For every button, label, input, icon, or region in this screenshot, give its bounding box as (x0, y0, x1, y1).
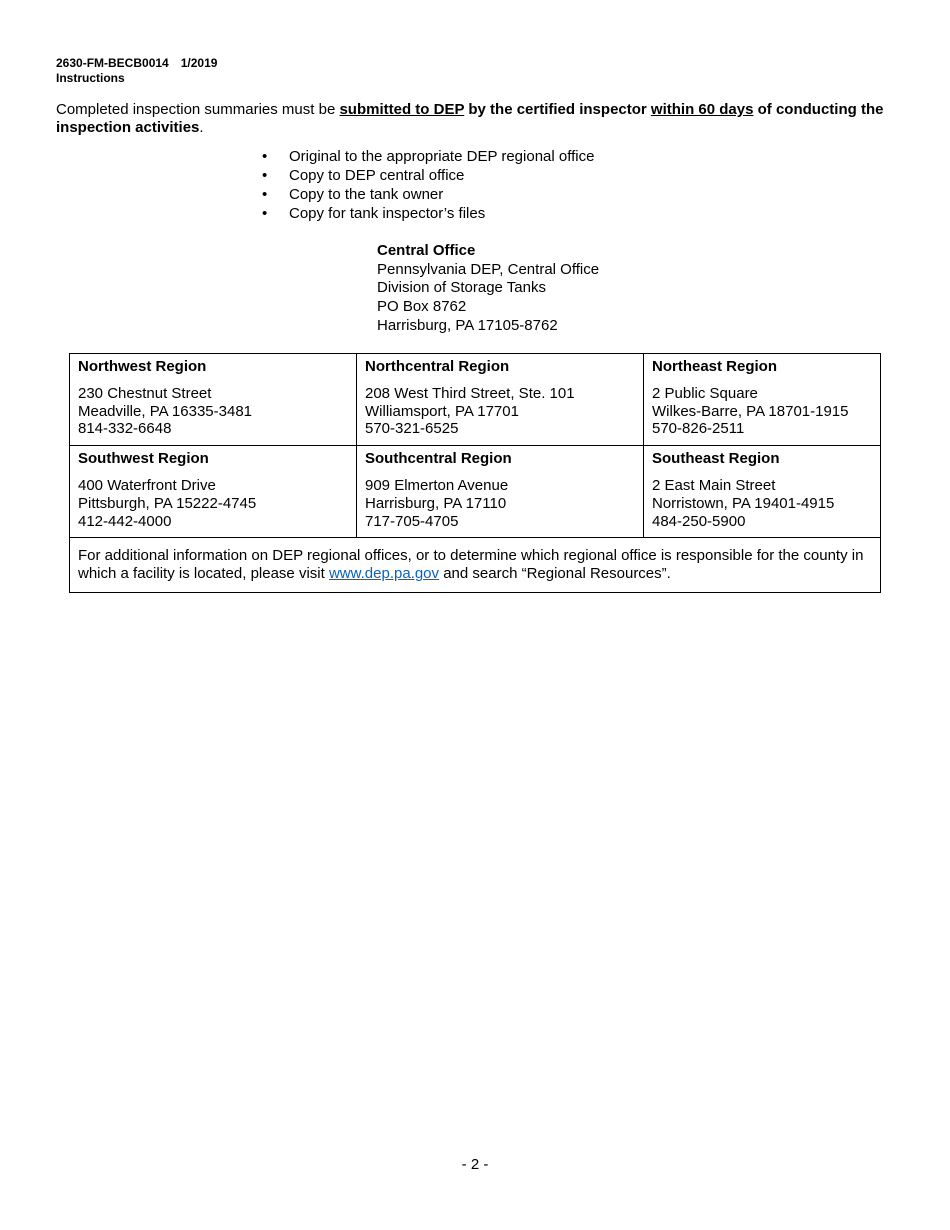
info-text: For additional information on DEP regional offices, or to determine which regional office is responsible for the county in which a facility is located, please visit (78, 547, 864, 583)
distribution-list (262, 147, 594, 223)
region-phone: 412-442-4000 (78, 512, 172, 530)
form-date: 1/2019 (180, 56, 218, 70)
region-phone: 814-332-6648 (78, 420, 172, 438)
region-name: Southeast Region (652, 450, 780, 468)
list-item: • Copy to DEP central office (262, 166, 594, 185)
region-cell-southeast (644, 446, 881, 538)
region-name: Southwest Region (78, 450, 209, 468)
region-street: 909 Elmerton Avenue (365, 476, 509, 494)
table-row (70, 354, 881, 446)
list-item: • Copy for tank inspector’s files (262, 204, 594, 223)
region-cell-northcentral (357, 354, 644, 446)
central-office-address (377, 242, 599, 336)
table-row (70, 538, 881, 593)
region-city: Harrisburg, PA 17110 (365, 494, 507, 512)
table-row (70, 446, 881, 538)
region-phone: 570-321-6525 (365, 420, 459, 438)
region-city: Pittsburgh, PA 15222-4745 (78, 494, 257, 512)
region-phone: 717-705-4705 (365, 512, 459, 530)
region-cell-southwest (70, 446, 357, 538)
page-number: - 2 - (461, 1156, 489, 1173)
region-cell-northwest (70, 354, 357, 446)
region-city: Williamsport, PA 17701 (365, 402, 519, 420)
region-phone: 570-826-2511 (652, 420, 745, 438)
region-street: 400 Waterfront Drive (78, 476, 216, 494)
address-line: Pennsylvania DEP, Central Office (377, 260, 600, 278)
intro-text: Completed inspection summaries must be (56, 101, 340, 118)
region-street: 2 East Main Street (652, 476, 776, 494)
intro-period: . (199, 119, 204, 136)
central-office-title: Central Office (377, 242, 476, 259)
intro-text-bold-end: of conducting the inspection activities (56, 101, 884, 136)
region-cell-southcentral (357, 446, 644, 538)
region-city: Wilkes-Barre, PA 18701-1915 (652, 402, 849, 420)
intro-emphasis-deadline: within 60 days (650, 101, 754, 118)
form-header (56, 56, 217, 85)
info-text-end: and search “Regional Resources”. (439, 565, 671, 583)
additional-info-cell (70, 538, 881, 593)
address-line: PO Box 8762 (377, 298, 467, 316)
region-name: Southcentral Region (365, 450, 512, 468)
form-id: 2630-FM-BECB0014 (56, 56, 169, 70)
address-line: Division of Storage Tanks (377, 279, 546, 297)
region-name: Northcentral Region (365, 358, 510, 375)
intro-text-bold: by the certified inspector (464, 101, 651, 118)
address-line: Harrisburg, PA 17105-8762 (377, 316, 558, 334)
region-city: Norristown, PA 19401-4915 (652, 494, 835, 512)
intro-emphasis-submitted: submitted to DEP (339, 101, 465, 118)
region-city: Meadville, PA 16335-3481 (78, 402, 253, 420)
list-item: • Original to the appropriate DEP regional office (262, 147, 594, 166)
regional-offices-table (69, 353, 881, 593)
region-street: 208 West Third Street, Ste. 101 (365, 384, 575, 402)
section-title: Instructions (56, 70, 125, 85)
region-cell-northeast (644, 354, 881, 446)
list-item: • Copy to the tank owner (262, 185, 594, 204)
region-street: 2 Public Square (652, 384, 758, 402)
region-street: 230 Chestnut Street (78, 384, 212, 402)
intro-paragraph (56, 101, 906, 137)
region-phone: 484-250-5900 (652, 512, 746, 530)
region-name: Northwest Region (78, 358, 207, 375)
dep-website-link[interactable]: www.dep.pa.gov (328, 565, 440, 583)
region-name: Northeast Region (652, 358, 778, 375)
